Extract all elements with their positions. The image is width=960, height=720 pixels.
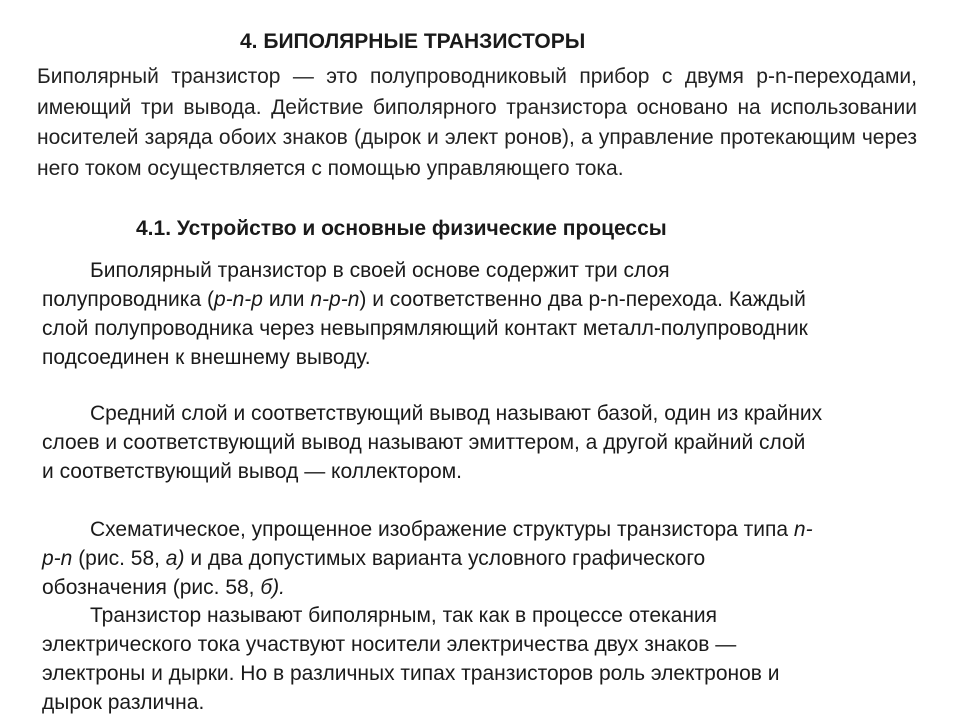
paragraph-schematic	[42, 515, 932, 602]
paragraph-line: электрического тока участвуют носители электричества двух знаков —	[42, 633, 737, 656]
text-run: (рис. 58,	[72, 547, 166, 570]
paragraph-bipolar	[42, 601, 932, 717]
italic-run: б).	[260, 576, 285, 599]
italic-run: p-n	[42, 547, 73, 570]
paragraph-line: электроны и дырки. Но в различных типах транзисторов роль электронов и	[42, 662, 780, 685]
paragraph-line: Биполярный транзистор в своей основе содержит три слоя	[90, 259, 670, 282]
paragraph-line: и соответствующий вывод — коллектором.	[42, 460, 462, 483]
text-run: полупроводника (	[42, 288, 214, 311]
paragraph-structure	[42, 256, 932, 372]
paragraph-line: Транзистор называют биполярным, так как в процессе отекания	[90, 604, 718, 627]
text-run: Схематическое, упрощенное изображение структуры транзистора типа	[90, 518, 794, 541]
paragraph-line: дырок различна.	[42, 691, 205, 714]
paragraph-line	[42, 573, 932, 602]
paragraph-line: слой полупроводника через невыпрямляющий контакт металл-полупроводник	[42, 317, 808, 340]
paragraph-line: подсоединен к внешнему выводу.	[42, 346, 371, 369]
italic-run: а)	[165, 547, 185, 570]
paragraph-line	[42, 515, 932, 544]
italic-run: n-	[793, 518, 813, 541]
paragraph-layers	[42, 399, 932, 486]
paragraph-line	[42, 285, 932, 314]
text-run: и два допустимых варианта условного графического	[184, 547, 706, 570]
page-title: 4. БИПОЛЯРНЫЕ ТРАНЗИСТОРЫ	[240, 30, 586, 53]
text-run: ) и соответственно два p-n-перехода. Каждый	[359, 288, 806, 311]
paragraph-line	[42, 544, 932, 573]
text-run: или	[262, 288, 311, 311]
intro-paragraph: Биполярный транзистор — это полупроводниковый прибор с двумя p-n-переходами, имеющий три вывода. Действие биполярного транзистора основано на использовании носителей заряда обоих знаков (дырок и элект ронов), а управление протекающим через него током осуществляется с помощью управляющего тока.	[37, 65, 917, 180]
section-subtitle: 4.1. Устройство и основные физические процессы	[136, 217, 667, 240]
paragraph-line: слоев и соответствующий вывод называют эмиттером, а другой крайний слой	[42, 431, 806, 454]
text-run: обозначения (рис. 58,	[42, 576, 261, 599]
italic-run: p-n-p	[213, 288, 263, 311]
italic-run: n-p-n	[310, 288, 360, 311]
paragraph-line: Средний слой и соответствующий вывод называют базой, один из крайних	[90, 402, 823, 425]
